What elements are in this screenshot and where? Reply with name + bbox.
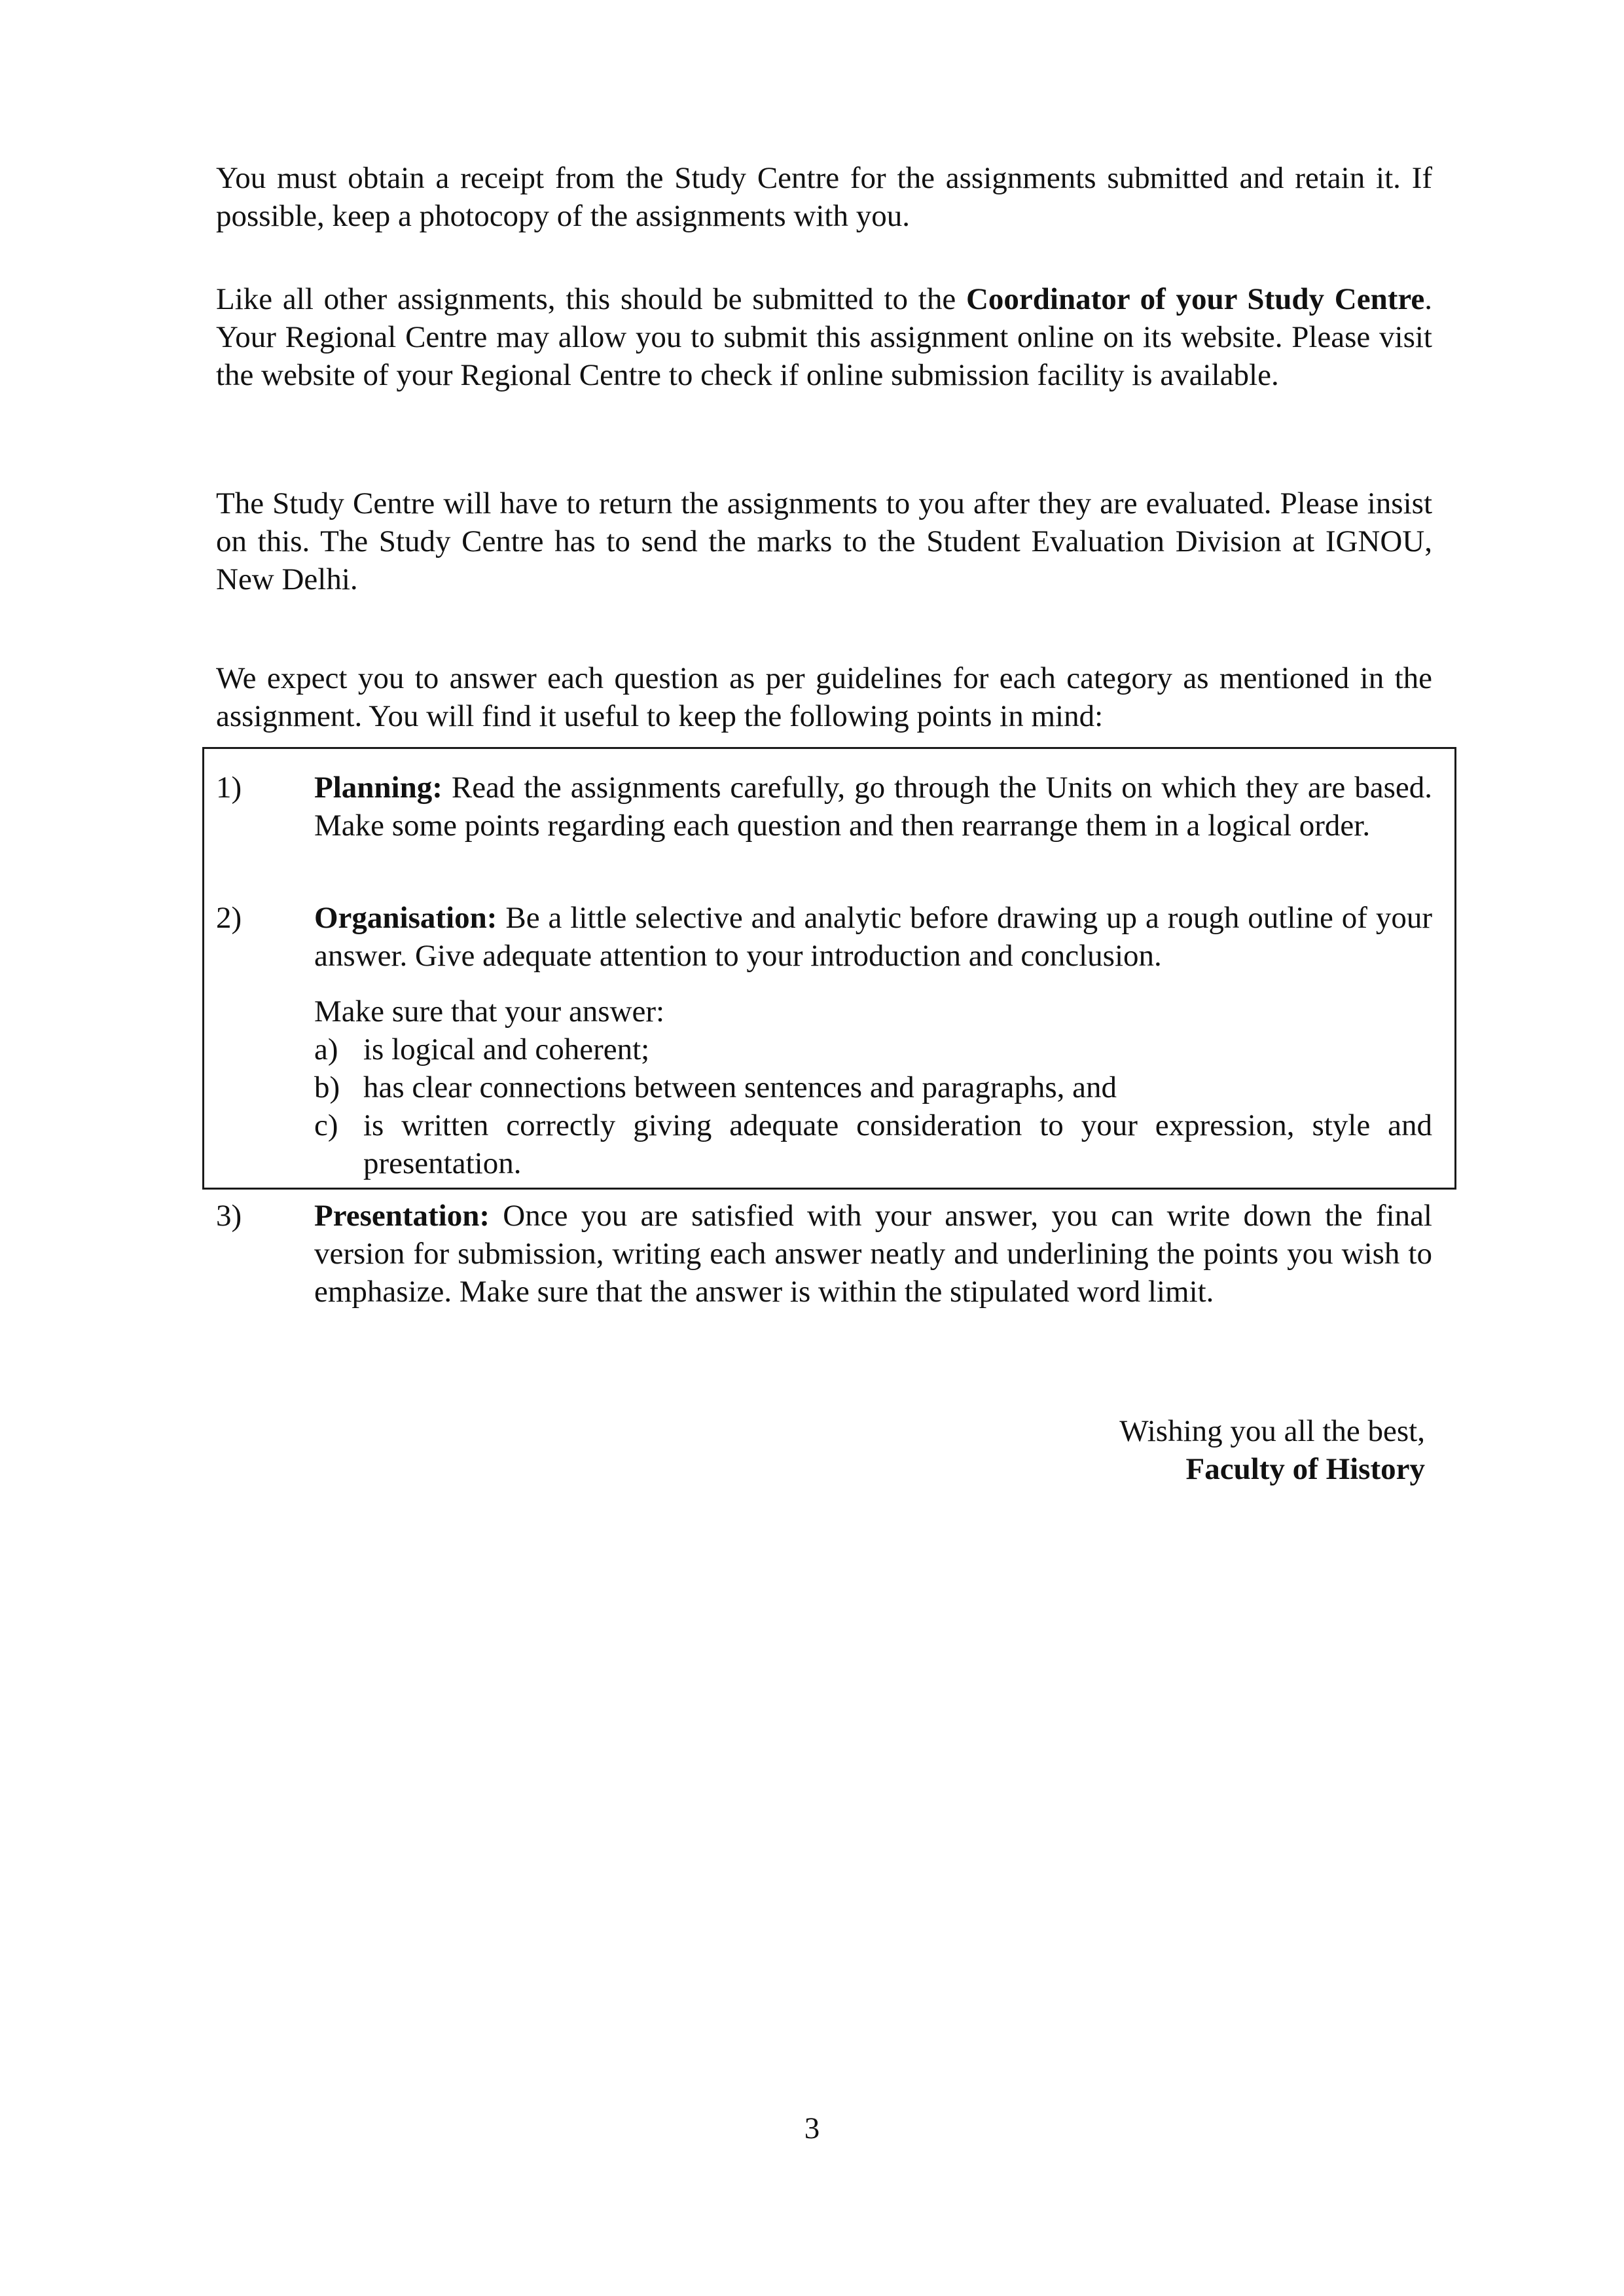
make-sure-letter: a) [314, 1032, 338, 1066]
coordinator-bold-text: Coordinator of your Study Centre [965, 282, 1425, 316]
make-sure-item [314, 1068, 1432, 1106]
guideline-number: 1) [216, 771, 242, 805]
make-sure-letter: b) [314, 1070, 340, 1104]
guideline-item-presentation [216, 1197, 1432, 1311]
guideline-heading: Planning: [314, 771, 442, 805]
make-sure-text: is written correctly giving adequate consideration to your expression, style and presentation. [363, 1108, 1432, 1180]
make-sure-letter: c) [314, 1108, 338, 1142]
guideline-body [314, 1197, 1432, 1311]
page-number: 3 [804, 2111, 820, 2145]
faculty-name: Faculty of History [1185, 1452, 1425, 1486]
closing-greeting: Wishing you all the best, [1119, 1414, 1425, 1448]
guideline-text: Read the assignments carefully, go through the Units on which they are based. Make some points regarding each question and then rearrange them in a logical order. [314, 771, 1432, 843]
guideline-number: 3) [216, 1199, 242, 1233]
make-sure-intro: Make sure that your answer: [314, 994, 665, 1029]
submission-text-start: Like all other assignments, this should be submitted to the [216, 282, 966, 316]
closing-signature [1119, 1412, 1425, 1488]
guideline-heading: Presentation: [314, 1199, 490, 1233]
receipt-paragraph: You must obtain a receipt from the Study Centre for the assignments submitted and retain it. If possible, keep a photocopy of the assignments with you. [216, 161, 1432, 233]
make-sure-item [314, 1030, 1432, 1068]
submission-paragraph [216, 280, 1432, 394]
guideline-text: Be a little selective and analytic before drawing up a rough outline of your answer. Give adequate attention to your introduction and conclusion. [314, 901, 1432, 973]
guideline-body [314, 769, 1432, 845]
return-paragraph: The Study Centre will have to return the assignments to you after they are evaluated. Please insist on this. The Study Centre has to send the marks to the Student Evaluation Division at IGNOU, New Delhi. [216, 486, 1432, 596]
make-sure-text: is logical and coherent; [363, 1032, 650, 1066]
guideline-body [314, 899, 1432, 975]
make-sure-item [314, 1106, 1432, 1182]
submission-text-end: . Your Regional Centre may allow you to submit this assignment online on its website. Please visit the website of your Regional Centre to check if online submission facility is available. [216, 282, 1432, 392]
guideline-text: Once you are satisfied with your answer, you can write down the final version for submission, writing each answer neatly and underlining the points you wish to emphasize. Make sure that the answer is within the stipulated word limit. [314, 1199, 1432, 1309]
guideline-item-organisation [216, 899, 1432, 975]
guideline-heading: Organisation: [314, 901, 497, 935]
guideline-number: 2) [216, 901, 242, 935]
guideline-item-planning [216, 769, 1432, 845]
expectation-paragraph: We expect you to answer each question as per guidelines for each category as mentioned in the assignment. You will find it useful to keep the following points in mind: [216, 661, 1432, 733]
make-sure-text: has clear connections between sentences and paragraphs, and [363, 1070, 1117, 1104]
closing-signoff [1119, 1450, 1425, 1488]
